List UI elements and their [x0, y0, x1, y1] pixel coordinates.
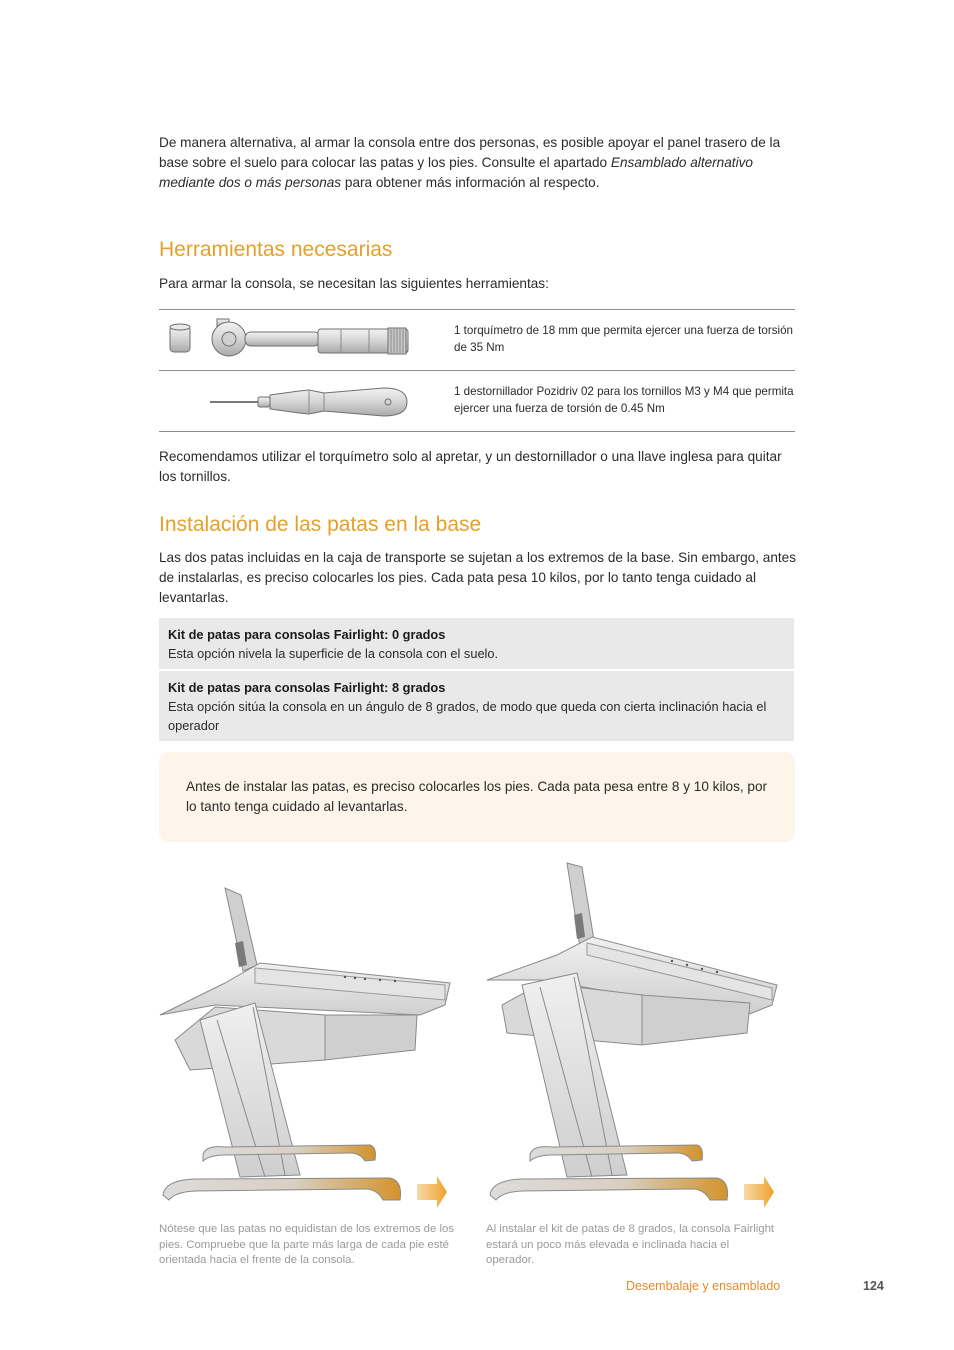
footer-section-title: Desembalaje y ensamblado	[626, 1279, 781, 1293]
console-8-degree-illustration	[482, 855, 787, 1210]
note-callout	[159, 752, 795, 842]
tools-heading: Herramientas necesarias	[159, 238, 393, 261]
torque-wrench-icon	[159, 310, 449, 370]
leg-kit-description: Esta opción sitúa la consola en un ángulo de 8 grados, de modo que queda con cierta inclinación hacia el operador	[168, 699, 767, 733]
tool-description-torque-wrench: 1 torquímetro de 18 mm que permita ejercer una fuerza de torsión de 35 Nm	[454, 324, 793, 354]
console-0-degree-illustration	[155, 855, 460, 1210]
screwdriver-icon	[159, 371, 449, 431]
intro-text: De manera alternativa, al armar la consola entre dos personas, es posible apoyar el panel trasero de la base sobre el suelo para colocar las patas y los pies. Consulte el apartado	[159, 135, 781, 170]
tools-table	[159, 309, 795, 432]
tool-row-screwdriver	[159, 371, 795, 432]
leg-kit-description: Esta opción nivela la superficie de la consola con el suelo.	[168, 646, 499, 661]
caption-left: Nótese que las patas no equidistan de los extremos de los pies. Compruebe que la parte más larga de cada pie esté orientada hacia el frente de la consola.	[159, 1223, 455, 1266]
intro-italic-reference: Ensamblado alternativo mediante dos o más personas	[159, 155, 753, 190]
page-number: 124	[863, 1279, 884, 1293]
tools-recommendation: Recomendamos utilizar el torquímetro solo al apretar, y un destornillador o una llave inglesa para quitar los tornillos.	[159, 449, 782, 484]
leg-kit-row-0-degrees	[159, 618, 794, 669]
caption-right: Al instalar el kit de patas de 8 grados, la consola Fairlight estará un poco más elevada e inclinada hacia el operador.	[486, 1223, 775, 1266]
tool-row-torque-wrench	[159, 310, 795, 371]
tools-lead: Para armar la consola, se necesitan las siguientes herramientas:	[159, 276, 549, 291]
legs-lead: Las dos patas incluidas en la caja de transporte se sujetan a los extremos de la base. Sin embargo, antes de instalarlas, es preciso colocarles los pies. Cada pata pesa 10 kilos, por lo tanto tenga cuidado al levantarlas.	[159, 550, 797, 605]
legs-heading: Instalación de las patas en la base	[159, 513, 482, 536]
leg-kit-title: Kit de patas para consolas Fairlight: 0 grados	[168, 627, 446, 642]
leg-kit-title: Kit de patas para consolas Fairlight: 8 grados	[168, 680, 446, 695]
leg-kit-row-8-degrees	[159, 669, 794, 741]
leg-kits-table	[159, 618, 794, 741]
intro-paragraph	[159, 133, 799, 193]
tool-description-screwdriver: 1 destornillador Pozidriv 02 para los tornillos M3 y M4 que permita ejercer una fuerza de torsión de 0.45 Nm	[454, 385, 794, 415]
intro-text-end: para obtener más información al respecto.	[341, 175, 600, 190]
note-text: Antes de instalar las patas, es preciso colocarles los pies. Cada pata pesa entre 8 y 10 kilos, por lo tanto tenga cuidado al levantarlas.	[186, 779, 768, 814]
